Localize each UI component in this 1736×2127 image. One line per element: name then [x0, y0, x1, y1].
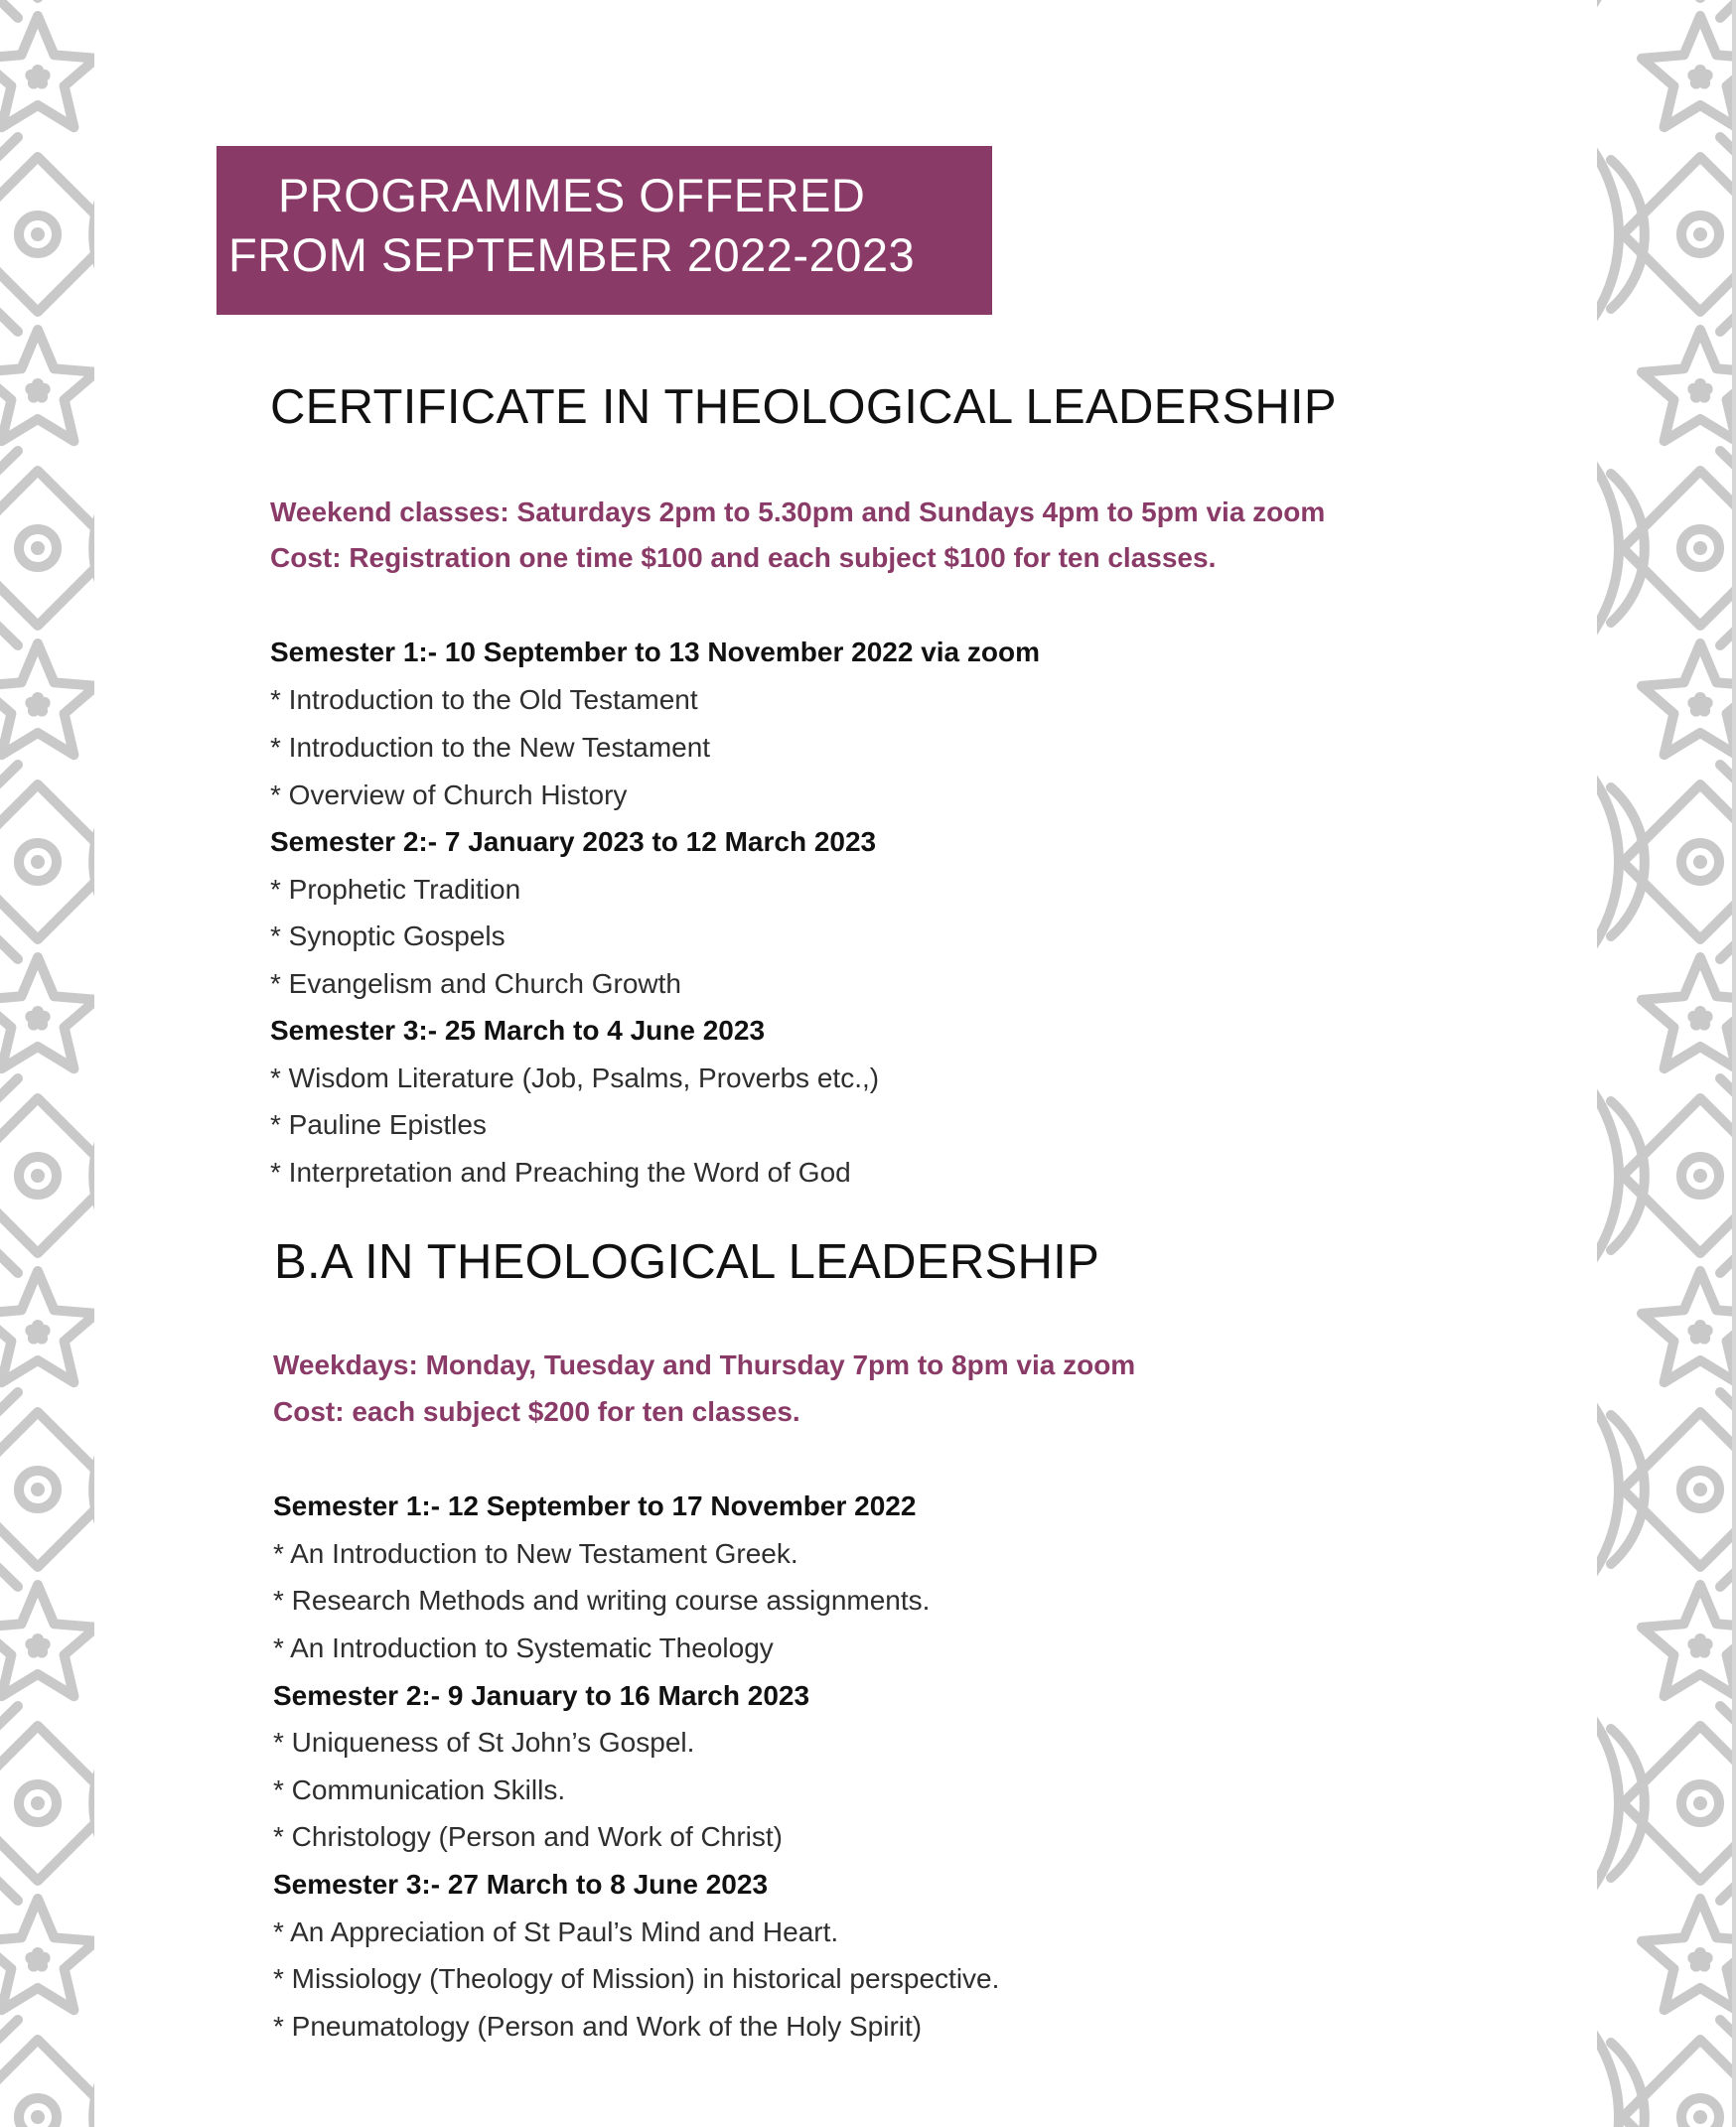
course-item: * An Introduction to Systematic Theology — [273, 1632, 774, 1663]
flower-center-icon — [31, 71, 45, 84]
ring-dot-icon — [31, 2110, 45, 2124]
arc-icon — [1597, 2008, 1619, 2127]
course-item: * Pneumatology (Person and Work of the Holy Spirit) — [273, 2011, 923, 2042]
ring-dot-icon — [31, 1483, 45, 1496]
star-icon — [1642, 1899, 1732, 2010]
course-item: * Wisdom Literature (Job, Psalms, Proverbs etc.,) — [270, 1063, 880, 1093]
left-ornamental-border — [0, 0, 94, 2127]
ba-heading: B.A IN THEOLOGICAL LEADERSHIP — [274, 1235, 1100, 1289]
certificate-schedule: Weekend classes: Saturdays 2pm to 5.30pm and Sundays 4pm to 5pm via zoom — [270, 496, 1326, 527]
flower-center-icon — [31, 1639, 45, 1653]
course-item: * An Appreciation of St Paul’s Mind and Heart. — [273, 1916, 839, 1947]
ring-dot-icon — [1693, 2110, 1707, 2124]
ornamental-pattern-icon — [1597, 0, 1732, 2127]
arc-icon — [93, 1101, 94, 1250]
line-icon — [0, 0, 18, 18]
ornamental-pattern-icon — [0, 0, 94, 2127]
course-item: * Overview of Church History — [270, 780, 628, 810]
programmes-banner — [217, 146, 992, 315]
ring-dot-icon — [1693, 541, 1707, 555]
flower-center-icon — [1693, 698, 1707, 712]
course-item: * Prophetic Tradition — [270, 874, 521, 905]
flower-center-icon — [1693, 71, 1707, 84]
certificate-heading: CERTIFICATE IN THEOLOGICAL LEADERSHIP — [270, 380, 1337, 434]
arc-icon — [93, 160, 94, 309]
ba-schedule: Weekdays: Monday, Tuesday and Thursday 7pm to 8pm via zoom — [273, 1349, 1136, 1380]
course-item: * An Introduction to New Testament Greek. — [273, 1538, 798, 1569]
banner-title-line-1: PROGRAMMES OFFERED — [278, 169, 866, 221]
ba-semester-1: Semester 1:- 12 September to 17 November 2022 — [273, 1490, 917, 1521]
ba-cost: Cost: each subject $200 for ten classes. — [273, 1396, 800, 1427]
star-icon — [1642, 643, 1732, 755]
arc-icon — [93, 2043, 94, 2127]
line-icon — [1720, 0, 1732, 18]
ring-dot-icon — [1693, 1169, 1707, 1183]
flower-center-icon — [31, 1953, 45, 1967]
course-item: * Introduction to the New Testament — [270, 732, 711, 763]
course-item: * Pauline Epistles — [270, 1109, 487, 1140]
ring-dot-icon — [1693, 1483, 1707, 1496]
certificate-semester-3: Semester 3:- 25 March to 4 June 2023 — [270, 1015, 766, 1046]
ring-dot-icon — [1693, 227, 1707, 241]
flower-center-icon — [1693, 1012, 1707, 1026]
certificate-cost: Cost: Registration one time $100 and each subject $100 for ten classes. — [270, 542, 1217, 573]
course-item: * Research Methods and writing course assignments. — [273, 1585, 931, 1616]
arc-icon — [93, 787, 94, 936]
flower-center-icon — [31, 698, 45, 712]
right-ornamental-border — [1597, 0, 1732, 2127]
course-item: * Christology (Person and Work of Christ) — [273, 1821, 783, 1852]
ring-dot-icon — [1693, 855, 1707, 869]
course-item: * Synoptic Gospels — [270, 921, 506, 951]
course-item: * Interpretation and Preaching the Word of God — [270, 1157, 851, 1188]
course-item: * Uniqueness of St John’s Gospel. — [273, 1727, 695, 1758]
star-icon — [1642, 1585, 1732, 1696]
arc-icon — [93, 1729, 94, 1878]
ring-dot-icon — [31, 1796, 45, 1810]
pattern-group — [1597, 0, 1732, 2127]
course-item: * Missiology (Theology of Mission) in historical perspective. — [273, 1963, 1000, 1994]
certificate-semester-1: Semester 1:- 10 September to 13 November 2022 via zoom — [270, 637, 1041, 667]
certificate-semester-2: Semester 2:- 7 January 2023 to 12 March 2023 — [270, 826, 877, 857]
course-item: * Communication Skills. — [273, 1774, 566, 1805]
flower-center-icon — [1693, 384, 1707, 398]
course-item: * Introduction to the Old Testament — [270, 684, 698, 715]
arc-icon — [1597, 0, 1619, 30]
course-item: * Evangelism and Church Growth — [270, 968, 681, 999]
flower-center-icon — [1693, 1326, 1707, 1340]
flower-center-icon — [31, 1326, 45, 1340]
star-icon — [1642, 16, 1732, 127]
ring-dot-icon — [31, 855, 45, 869]
ring-dot-icon — [31, 541, 45, 555]
pattern-group — [0, 0, 94, 2127]
ring-dot-icon — [1693, 1796, 1707, 1810]
banner-title-line-2: FROM SEPTEMBER 2022-2023 — [228, 228, 916, 281]
star-icon — [1642, 330, 1732, 441]
star-icon — [1642, 957, 1732, 1068]
flower-center-icon — [31, 384, 45, 398]
ba-semester-2: Semester 2:- 9 January to 16 March 2023 — [273, 1680, 810, 1711]
flower-center-icon — [31, 1012, 45, 1026]
ring-dot-icon — [31, 227, 45, 241]
arc-icon — [93, 474, 94, 623]
page-edge — [1732, 0, 1736, 2127]
flower-center-icon — [1693, 1953, 1707, 1967]
star-icon — [1642, 1271, 1732, 1382]
flower-center-icon — [1693, 1639, 1707, 1653]
arc-icon — [93, 1415, 94, 1564]
ba-semester-3: Semester 3:- 27 March to 8 June 2023 — [273, 1869, 769, 1900]
ring-dot-icon — [31, 1169, 45, 1183]
